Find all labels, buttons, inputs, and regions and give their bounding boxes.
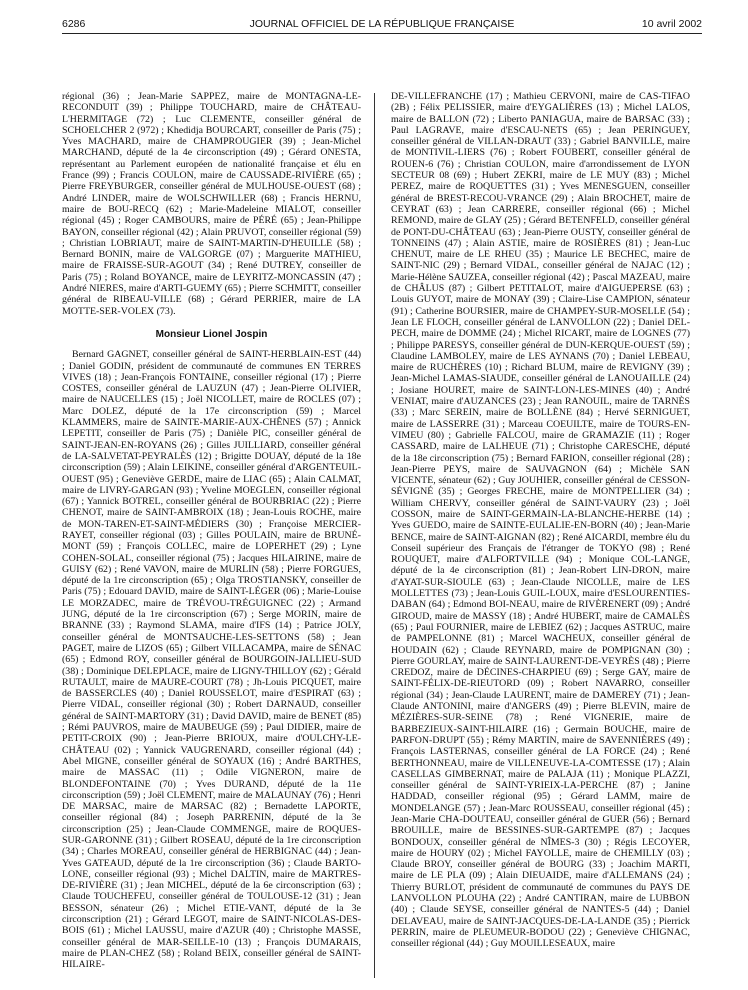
intro-paragraph: régional (36) ; Jean-Marie SAPPEZ, maire de MONTAGNA-LE-RECONDUIT (39) ; Philippe TOUCHARD, maire de CHÂTEAU-L'HERMITAGE (72) ; Luc CLEMENTE, conseiller général de SCHOELCHER 2 (972) ; Khedidja BOURCART, conseiller de Paris (75) ; Yves MACHARD, maire de CHAMPROUGIER (39) ; Jean-Michel MARCHAND, député de la 4e circonscription (49) ; Gérard ONESTA, représentant au Parlement européen de nationalité française et élu en France (99) ; Francis COULON, maire de CAUSSADE-RIVIÈRE (65) ; Pierre FREYBURGER, conseiller général de MULHOUSE-OUEST (68) ; André LINDER, maire de WOLSCHWILLER (68) ; Francis HERNU, maire de BOU-RECQ (62) ; Marie-Madeleine MIALOT, conseiller régional (45) ; Roger CAMBOURS, maire de PÉRÉ (65) ; Jean-Philippe BAYON, conseiller régional (42) ; Alain PRUVOT, conseiller régional (59) ; Christian LOBRIAUT, maire de SAINT-MARTIN-D'HEUILLE (58) ; Bernard BONIN, maire de VALGORGE (07) ; Marguerite MATHIEU, maire de FRAISSE-SUR-AGOUT (34) ; René DUTREY, conseiller de Paris (75) ; Roland BOYANCE, maire de LEYRITZ-MONCASSIN (47) ; André NIERES, maire d'ARTI-GUEMY (65) ; Pierre SCHMITT, conseiller général de RIBEAU-VILLE (68) ; Gérard PERRIER, maire de LA MOTTE-SER-VOLEX (73). — [62, 91, 361, 317]
page-header — [62, 16, 702, 32]
issue-date: 10 avril 2002 — [641, 18, 702, 30]
header-rule — [62, 33, 702, 34]
right-column — [391, 91, 690, 950]
section-paragraph: Bernard GAGNET, conseiller général de SAINT-HERBLAIN-EST (44) ; Daniel GODIN, président de communauté de communes EN TERRES VIVES (18) ; Jean-François FONTAINE, conseiller régional (17) ; Pierre COSTES, conseiller général de LAUZUN (47) ; Jean-Pierre OLIVIER, maire de NAUCELLES (15) ; Joël NICOLLET, maire de ROCLES (07) ; Marc DOLEZ, député de la 17e circonscription (59) ; Marcel KLAMMERS, maire de SAINTE-MARIE-AUX-CHÊNES (57) ; Annick LEPETIT, conseiller de Paris (75) ; Danièle PIC, conseiller général de SAINT-JEAN-EN-ROYANS (26) ; Gilles JUILLIARD, conseiller général de LA-SALVETAT-PEYRALÈS (12) ; Brigitte DOUAY, député de la 18e circonscription (59) ; Alain LEIKINE, conseiller général d'ARGENTEUIL-OUEST (95) ; Geneviève GERDE, maire de LIAC (65) ; Alain CALMAT, maire de LIVRY-GARGAN (93) ; Yveline MOEGLEN, conseiller régional (67) ; Yannick BOTREL, conseiller général de BOURBRIAC (22) ; Pierre CHENOT, maire de SAINT-AMBROIX (18) ; Jean-Louis ROCHE, maire de MON-TAREN-ET-SAINT-MÉDIERS (30) ; Françoise MERCIER-RAYET, conseiller régional (03) ; Gilles POULAIN, maire de BRUNÉ-MONT (59) ; François COLLEC, maire de LOPERHET (29) ; Lyne COHEN-SOLAL, conseiller régional (75) ; Jacques HILAIRINE, maire de GUISY (62) ; René VAVON, maire de MURLIN (58) ; Pierre FORGUES, député de la 1re circonscription (65) ; Olga TROSTIANSKY, conseiller de Paris (75) ; Edouard DAVID, maire de SAINT-LÉGER (06) ; Marie-Louise LE MORZADEC, maire de TRÉVOU-TRÉGUIGNEC (22) ; Armand JUNG, député de la 1re circonscription (67) ; Serge MORIN, maire de BRANNE (33) ; Raymond SLAMA, maire d'IFS (14) ; Patrice JOLY, conseiller général de MONTSAUCHE-LES-SETTONS (58) ; Jean PAGET, maire de LIZOS (65) ; Gilbert VILLACAMPA, maire de SÉNAC (65) ; Edmond ROY, conseiller général de BOURGOIN-JALLIEU-SUD (38) ; Dominique DELEPLACE, maire de LIGNY-THILLOY (62) ; Gérald RUTAULT, maire de MAURE-COURT (78) ; Jh-Louis PICQUET, maire de BASSERCLES (40) ; Daniel ROUSSELOT, maire d'ESPIRAT (63) ; Pierre VIDAL, conseiller régional (30) ; Robert DARNAUD, conseiller général de SAINT-MARTORY (31) ; David DAVID, maire de BENET (85) ; Rémi PAUVROS, maire de MAUBEUGE (59) ; Paul DIDIER, maire de PETIT-CROIX (90) ; Jean-Pierre BRIOUX, maire d'OULCHY-LE-CHÂTEAU (02) ; Yannick VAUGRENARD, conseiller régional (44) ; Abel MIGNE, conseiller général de SOYAUX (16) ; André BARTHES, maire de MASSAC (11) ; Odile VIGNERON, maire de BLONDEFONTAINE (70) ; Yves DURAND, député de la 11e circonscription (59) ; Joël CLEMENT, maire de MALAUNAY (76) ; Henri DE MARSAC, maire de MARSAC (82) ; Bernadette LAPORTE, conseiller régional (84) ; Joseph PARRENIN, député de la 3e circonscription (25) ; Jean-Claude COMMENGE, maire de ROQUES-SUR-GARONNE (31) ; Gilbert ROSEAU, député de la 1re circonscription (34) ; Charles MOREAU, conseiller général de HERBIGNAC (44) ; Jean-Yves GATEAUD, député de la 1re circonscription (36) ; Claude BARTO-LONE, conseiller régional (93) ; Michel DALTIN, maire de MARTRES-DE-RIVIÈRE (31) ; Jean MICHEL, député de la 6e circonscription (63) ; Claude TOUCHEFEU, conseiller général de TOULOUSE-12 (31) ; Jean BESSON, sénateur (26) ; Michel ETIE-VANT, député de la 3e circonscription (21) ; Gérard LEGOT, maire de SAINT-NICOLAS-DES-BOIS (61) ; Michel LAUSSU, maire d'AZUR (40) ; Christophe MASSE, conseiller général de MAR-SEILLE-10 (13) ; François DUMARAIS, maire de PLAN-CHEZ (58) ; Roland BEIX, conseiller général de SAINT-HILAIRE- — [62, 349, 361, 971]
section-heading: Monsieur Lionel Jospin — [155, 328, 268, 340]
page-number: 6286 — [62, 18, 86, 30]
column-divider — [374, 93, 375, 978]
right-paragraph: DE-VILLEFRANCHE (17) ; Mathieu CERVONI, maire de CAS-TIFAO (2B) ; Félix PELISSIER, maire d'EYGALIÈRES (13) ; Michel LALOS, maire de BALLON (72) ; Liberto PANIAGUA, maire de BARSAC (33) ; Paul LAGRAVE, maire d'ESCAU-NETS (65) ; Jean PERINGUEY, conseiller général de VILLAN-DRAUT (33) ; Gabriel BANVILLE, maire de MONTIVIL-LIERS (76) ; Robert FOUBERT, conseiller général de ROUEN-6 (76) ; Christian COULON, maire d'arrondissement de LYON SECTEUR 08 (69) ; Hubert ZEKRI, maire de LE MUY (83) ; Michel PEREZ, maire de ROQUETTES (31) ; Yves MENESGUEN, conseiller général de BREST-RECOU-VRANCE (29) ; Alain BROCHET, maire de CEYRAT (63) ; Jean CARRERE, conseiller régional (66) ; Michel REMOND, maire de GLAY (25) ; Gérard BETENFELD, conseiller général de PONT-DU-CHÂTEAU (63) ; Jean-Pierre OUSTY, conseiller général de TONNEINS (47) ; Alain ASTIE, maire de ROSIÈRES (81) ; Jean-Luc CHENUT, maire de LE RHEU (35) ; Maurice LE BECHEC, maire de SAINT-NIC (29) ; Bernard VIDAL, conseiller général de NAJAC (12) ; Marie-Hélène SAUZEA, conseiller régional (42) ; Pascal MAZEAU, maire de CHÂLUS (87) ; Gilbert PETITALOT, maire d'AIGUEPERSE (63) ; Louis GUYOT, maire de MONAY (39) ; Claire-Lise CAMPION, sénateur (91) ; Catherine BOURSIER, maire de CHAMPEY-SUR-MOSELLE (54) ; Jean LE FLOCH, conseiller général de LANVOLLON (22) ; Daniel DEL-PECH, maire de DOMME (24) ; Michel RICART, maire de LOGNES (77) ; Philippe PARESYS, conseiller général de DUN-KERQUE-OUEST (59) ; Claudine LAMBOLEY, maire de LES AYNANS (70) ; Daniel LEBEAU, maire de RUCHÈRES (10) ; Richard BLUM, maire de REVIGNY (39) ; Jean-Michel LAMAS-SIAUDE, conseiller général de LANOUAILLE (24) ; Josiane HOURET, maire de SAINT-LON-LES-MINES (40) ; André VENIAT, maire d'AUZANCES (23) ; Jean RANOUIL, maire de TARNÈS (33) ; Marc SEREIN, maire de BOLLÈNE (84) ; Hervé SERNIGUET, maire de LASSERRE (31) ; Marceau COEUILTE, maire de TOURS-EN-VIMEU (80) ; Gabrielle FALCOU, maire de GRAMAZIE (11) ; Roger CASSARD, maire de LALHEUE (71) ; Christophe CARESCHE, député de la 18e circonscription (75) ; Bernard FARION, conseiller régional (28) ; Jean-Pierre PEYS, maire de SAUVAGNON (64) ; Michèle SAN VICENTE, sénateur (62) ; Guy JOUHIER, conseiller général de CESSON-SÉVIGNÉ (35) ; Georges FRECHE, maire de MONTPELLIER (34) ; William CHERVY, conseiller général de SAINT-VAURY (23) ; Joël COSSON, maire de SAINT-GERMAIN-LA-BLANCHE-HERBE (14) ; Yves GUEDO, maire de SAINTE-EULALIE-EN-BORN (40) ; Jean-Marie BENCE, maire de SAINT-AIGNAN (82) ; René AICARDI, membre élu du Conseil supérieur des Français de l'étranger de TOKYO (98) ; René ROUQUET, maire d'ALFORTVILLE (94) ; Monique COL-LANGE, député de la 4e circonscription (81) ; Jean-Robert LIN-DRON, maire d'AYAT-SUR-SIOULE (63) ; Jean-Claude NICOLLE, maire de LES MOLLETTES (73) ; Jean-Louis GUIL-LOUX, maire d'ESLOURENTIES-DABAN (64) ; Edmond BOI-NEAU, maire de RIVÈRENERT (09) ; André GIROUD, maire de MASSY (18) ; André HUBERT, maire de CAMALÈS (65) ; Paul FOURNIER, maire de LEBIEZ (62) ; Jacques ASTRUC, maire de PAMPELONNE (81) ; Marcel WACHEUX, conseiller général de HOUDAIN (62) ; Claude REYNARD, maire de POMPIGNAN (30) ; Pierre GOURLAY, maire de SAINT-LAURENT-DE-VEYRÈS (48) ; Pierre CREDOZ, maire de DÉCINES-CHARPIEU (69) ; Serge GAY, maire de SAINT-FÉLIX-DE-RIEUTORD (09) ; Robert NAVARRO, conseiller régional (34) ; Jean-Claude LAURENT, maire de DAMEREY (71) ; Jean-Claude ANTONINI, maire d'ANGERS (49) ; Pierre BLEVIN, maire de MÉZIÈRES-SUR-SEINE (78) ; René VIGNERIE, maire de BARBEZIEUX-SAINT-HILAIRE (16) ; Germain BOUCHE, maire de PARFON-DRUPT (55) ; Rémy MARTIN, maire de SAVENNIÈRES (49) ; François LASTERNAS, conseiller général de LA FORCE (24) ; René BERTHONNEAU, maire de VILLENEUVE-LA-COMTESSE (17) ; Alain CASELLAS GIMBERNAT, maire de PALAJA (11) ; Monique PLAZZI, conseiller général de SAINT-YRIEIX-LA-PERCHE (87) ; Janine HADDAD, conseiller régional (95) ; Gérard LAMM, maire de MONDELANGE (57) ; Jean-Marc ROUSSEAU, conseiller régional (45) ; Jean-Marie CHA-DOUTEAU, conseiller général de GUER (56) ; Bernard BROUILLE, maire de BESSINES-SUR-GARTEMPE (87) ; Jacques BONDOUX, conseiller général de NÎMES-3 (30) ; Régis LECOYER, maire de HOURY (02) ; Michel FAYOLLE, maire de CHEMILLY (03) ; Claude BROY, conseiller général de BOURG (33) ; Joachim MARTI, maire de LE PLA (09) ; Alain DIEUAIDE, maire d'ALLEMANS (24) ; Thierry BURLOT, président de communauté de communes du PAYS DE LANVOLLON PLOUHA (22) ; André CANTIRAN, maire de LUBBON (40) ; Claude SEYSE, conseiller général de NANTES-5 (44) ; Daniel DELAVEAU, maire de SAINT-JACQUES-DE-LA-LANDE (35) ; Pierrick PERRIN, maire de PLEUMEUR-BODOU (22) ; Geneviève CHIGNAC, conseiller régional (44) ; Guy MOUILLESEAUX, maire — [391, 91, 690, 950]
left-column — [62, 91, 361, 971]
journal-title: JOURNAL OFFICIEL DE LA RÉPUBLIQUE FRANÇAISE — [249, 18, 515, 30]
